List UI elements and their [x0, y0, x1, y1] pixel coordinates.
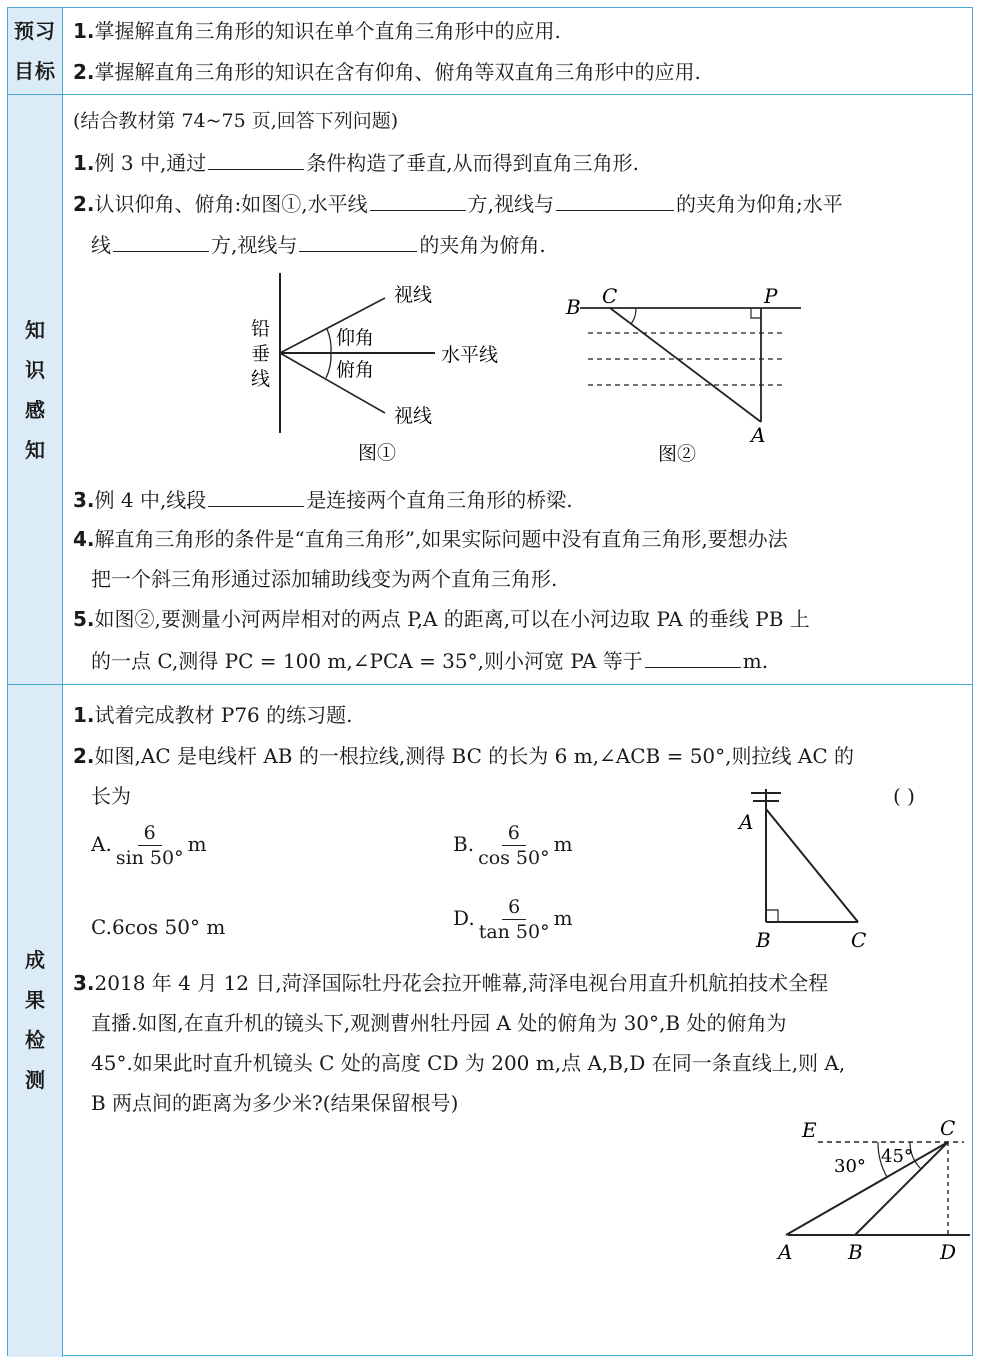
- label-depression-angle: 俯角: [336, 359, 375, 381]
- guy-wire-AC: [766, 809, 858, 922]
- label-sight-bottom: 视线: [394, 405, 433, 427]
- test-q2-line2: 长为: [91, 784, 131, 808]
- label-B: B: [848, 1240, 863, 1264]
- figure-2-river: [558, 270, 818, 465]
- knowledge-q3: [73, 484, 573, 514]
- knowledge-q5-line1: [73, 605, 810, 633]
- q-text: 条件构造了垂直,从而得到直角三角形.: [306, 151, 640, 175]
- q-text: 的一点 C,测得 PC = 100 m,∠PCA = 35°,则小河宽 PA 等于: [91, 649, 643, 673]
- preview-label: [8, 8, 63, 94]
- q-number: 2.: [73, 744, 95, 768]
- test-label-char: 成: [25, 948, 45, 972]
- q-text: 认识仰角、俯角:如图①,水平线: [94, 192, 368, 216]
- q-text: 是连接两个直角三角形的桥梁.: [306, 488, 573, 512]
- label-plumb: 线: [251, 368, 271, 390]
- preview-label-line2: 目标: [14, 59, 56, 83]
- q-text: 2018 年 4 月 12 日,菏泽国际牡丹花会拉开帷幕,菏泽电视台用直升机航拍技术全程: [94, 971, 829, 995]
- test-q3-line1: [73, 969, 828, 997]
- preview-item-2: [73, 58, 701, 86]
- q-text: 如图,AC 是电线杆 AB 的一根拉线,测得 BC 的长为 6 m,∠ACB = 50°,则拉线 AC 的: [94, 744, 854, 768]
- answer-paren[interactable]: ( ): [893, 784, 915, 808]
- label-A: A: [778, 1240, 793, 1264]
- item-text: 掌握解直角三角形的知识在含有仰角、俯角等双直角三角形中的应用.: [94, 60, 701, 84]
- test-label-char: 检: [25, 1028, 45, 1052]
- test-q3-line4: B 两点间的距离为多少米?(结果保留根号): [91, 1091, 459, 1115]
- label-C: C: [602, 284, 618, 308]
- preview-label-line1: 预习: [14, 19, 56, 43]
- q-number: 1.: [73, 151, 95, 175]
- figure-pole-triangle: [723, 787, 883, 952]
- q-number: 2.: [73, 192, 95, 216]
- q-text: 试着完成教材 P76 的练习题.: [94, 703, 353, 727]
- unit: m: [553, 832, 573, 856]
- preview-section: [8, 8, 972, 95]
- option-letter: B.: [453, 832, 475, 856]
- preview-item-1: [73, 17, 561, 45]
- label-sight-top: 视线: [394, 284, 433, 306]
- knowledge-q2-line1: [73, 188, 843, 218]
- figure-1-caption: 图①: [358, 442, 397, 464]
- test-q1: [73, 701, 353, 729]
- q-text: 线: [91, 233, 111, 257]
- right-angle-mark: [766, 910, 778, 922]
- label-A: A: [751, 423, 766, 447]
- angle-30-label: 30°: [834, 1156, 866, 1177]
- q-text: 解直角三角形的条件是“直角三角形”,如果实际问题中没有直角三角形,要想办法: [94, 527, 788, 551]
- worksheet-frame: [7, 7, 973, 1356]
- answer-blank[interactable]: [370, 188, 466, 211]
- q-number: 4.: [73, 527, 95, 551]
- test-q3-line3: 45°.如果此时直升机镜头 C 处的高度 CD 为 200 m,点 A,B,D 在同一条直线上,则 A,: [91, 1051, 846, 1075]
- answer-blank[interactable]: [556, 188, 674, 211]
- q-text: m.: [742, 649, 769, 673]
- q-number: 3.: [73, 488, 95, 512]
- q-number: 1.: [73, 703, 95, 727]
- figure-helicopter: [768, 1115, 978, 1265]
- option-A[interactable]: [91, 821, 207, 870]
- denominator: cos 50°: [478, 847, 550, 869]
- unit: m: [553, 906, 573, 930]
- knowledge-q4-line2: 把一个斜三角形通过添加辅助线变为两个直角三角形.: [91, 567, 558, 591]
- test-label-char: 果: [25, 988, 45, 1012]
- knowledge-label-char: 识: [25, 357, 45, 382]
- label-P: P: [764, 284, 778, 308]
- numerator: 6: [138, 821, 162, 846]
- item-text: 掌握解直角三角形的知识在单个直角三角形中的应用.: [94, 19, 561, 43]
- knowledge-label-char: 感: [25, 397, 45, 422]
- option-B[interactable]: [453, 821, 573, 870]
- test-q2-line1: [73, 742, 854, 770]
- label-plumb: 铅: [251, 318, 271, 340]
- sight-CA: [786, 1142, 948, 1235]
- right-angle-mark: [751, 308, 761, 318]
- numerator: 6: [502, 895, 526, 920]
- answer-blank[interactable]: [299, 229, 417, 252]
- test-q3-line2: 直播.如图,在直升机的镜头下,观测曹州牡丹园 A 处的俯角为 30°,B 处的俯角为: [91, 1011, 787, 1035]
- numerator: 6: [502, 821, 526, 846]
- q-text: 方,视线与: [467, 192, 554, 216]
- knowledge-label: [8, 95, 63, 684]
- label-elevation-angle: 仰角: [336, 327, 375, 349]
- elevation-arc: [327, 329, 331, 353]
- answer-blank[interactable]: [208, 147, 304, 170]
- unit: m: [187, 832, 207, 856]
- knowledge-label-char: 知: [25, 317, 45, 342]
- label-C: C: [940, 1116, 956, 1140]
- label-B: B: [756, 928, 771, 952]
- label-A: A: [739, 810, 754, 834]
- option-letter: A.: [91, 832, 112, 856]
- option-C[interactable]: C.6cos 50° m: [91, 915, 226, 939]
- fraction: [478, 821, 550, 870]
- answer-blank[interactable]: [113, 229, 209, 252]
- fraction: [116, 821, 184, 870]
- q-text: 的夹角为仰角;水平: [675, 192, 843, 216]
- label-C: C: [851, 928, 867, 952]
- label-plumb: 垂: [251, 343, 271, 365]
- item-number: 1.: [73, 19, 95, 43]
- test-label: [8, 685, 63, 1357]
- denominator: tan 50°: [478, 921, 550, 943]
- answer-blank[interactable]: [645, 645, 741, 668]
- option-letter: D.: [453, 906, 475, 930]
- figure-1-elevation-depression: [243, 265, 533, 465]
- label-D: D: [940, 1240, 957, 1264]
- q-text: 如图②,要测量小河两岸相对的两点 P,A 的距离,可以在小河边取 PA 的垂线 PB 上: [94, 607, 810, 631]
- q-text: 的夹角为俯角.: [419, 233, 546, 257]
- figure-2-caption: 图②: [658, 443, 697, 465]
- q-text: 方,视线与: [211, 233, 298, 257]
- knowledge-q1: [73, 147, 639, 177]
- knowledge-intro: (结合教材第 74~75 页,回答下列问题): [73, 110, 399, 132]
- answer-blank[interactable]: [208, 484, 304, 507]
- knowledge-q2-line2: [91, 229, 546, 259]
- label-horizontal: 水平线: [441, 344, 499, 366]
- item-number: 2.: [73, 60, 95, 84]
- knowledge-q5-line2: [91, 645, 768, 675]
- denominator: sin 50°: [115, 847, 184, 869]
- label-B: B: [566, 295, 581, 319]
- q-text: 例 3 中,通过: [94, 151, 207, 175]
- q-text: 例 4 中,线段: [94, 488, 207, 512]
- test-label-char: 测: [25, 1068, 45, 1092]
- line-CA: [610, 308, 761, 422]
- option-D[interactable]: [453, 895, 573, 944]
- q-number: 3.: [73, 971, 95, 995]
- depression-arc: [326, 353, 331, 378]
- knowledge-label-char: 知: [25, 437, 45, 462]
- fraction: [479, 895, 550, 944]
- angle-45-label: 45°: [881, 1146, 913, 1167]
- knowledge-section: [8, 95, 972, 685]
- label-E: E: [802, 1118, 817, 1142]
- test-section: [8, 685, 972, 1357]
- angle-arc: [631, 308, 636, 324]
- q-number: 5.: [73, 607, 95, 631]
- knowledge-q4-line1: [73, 525, 788, 553]
